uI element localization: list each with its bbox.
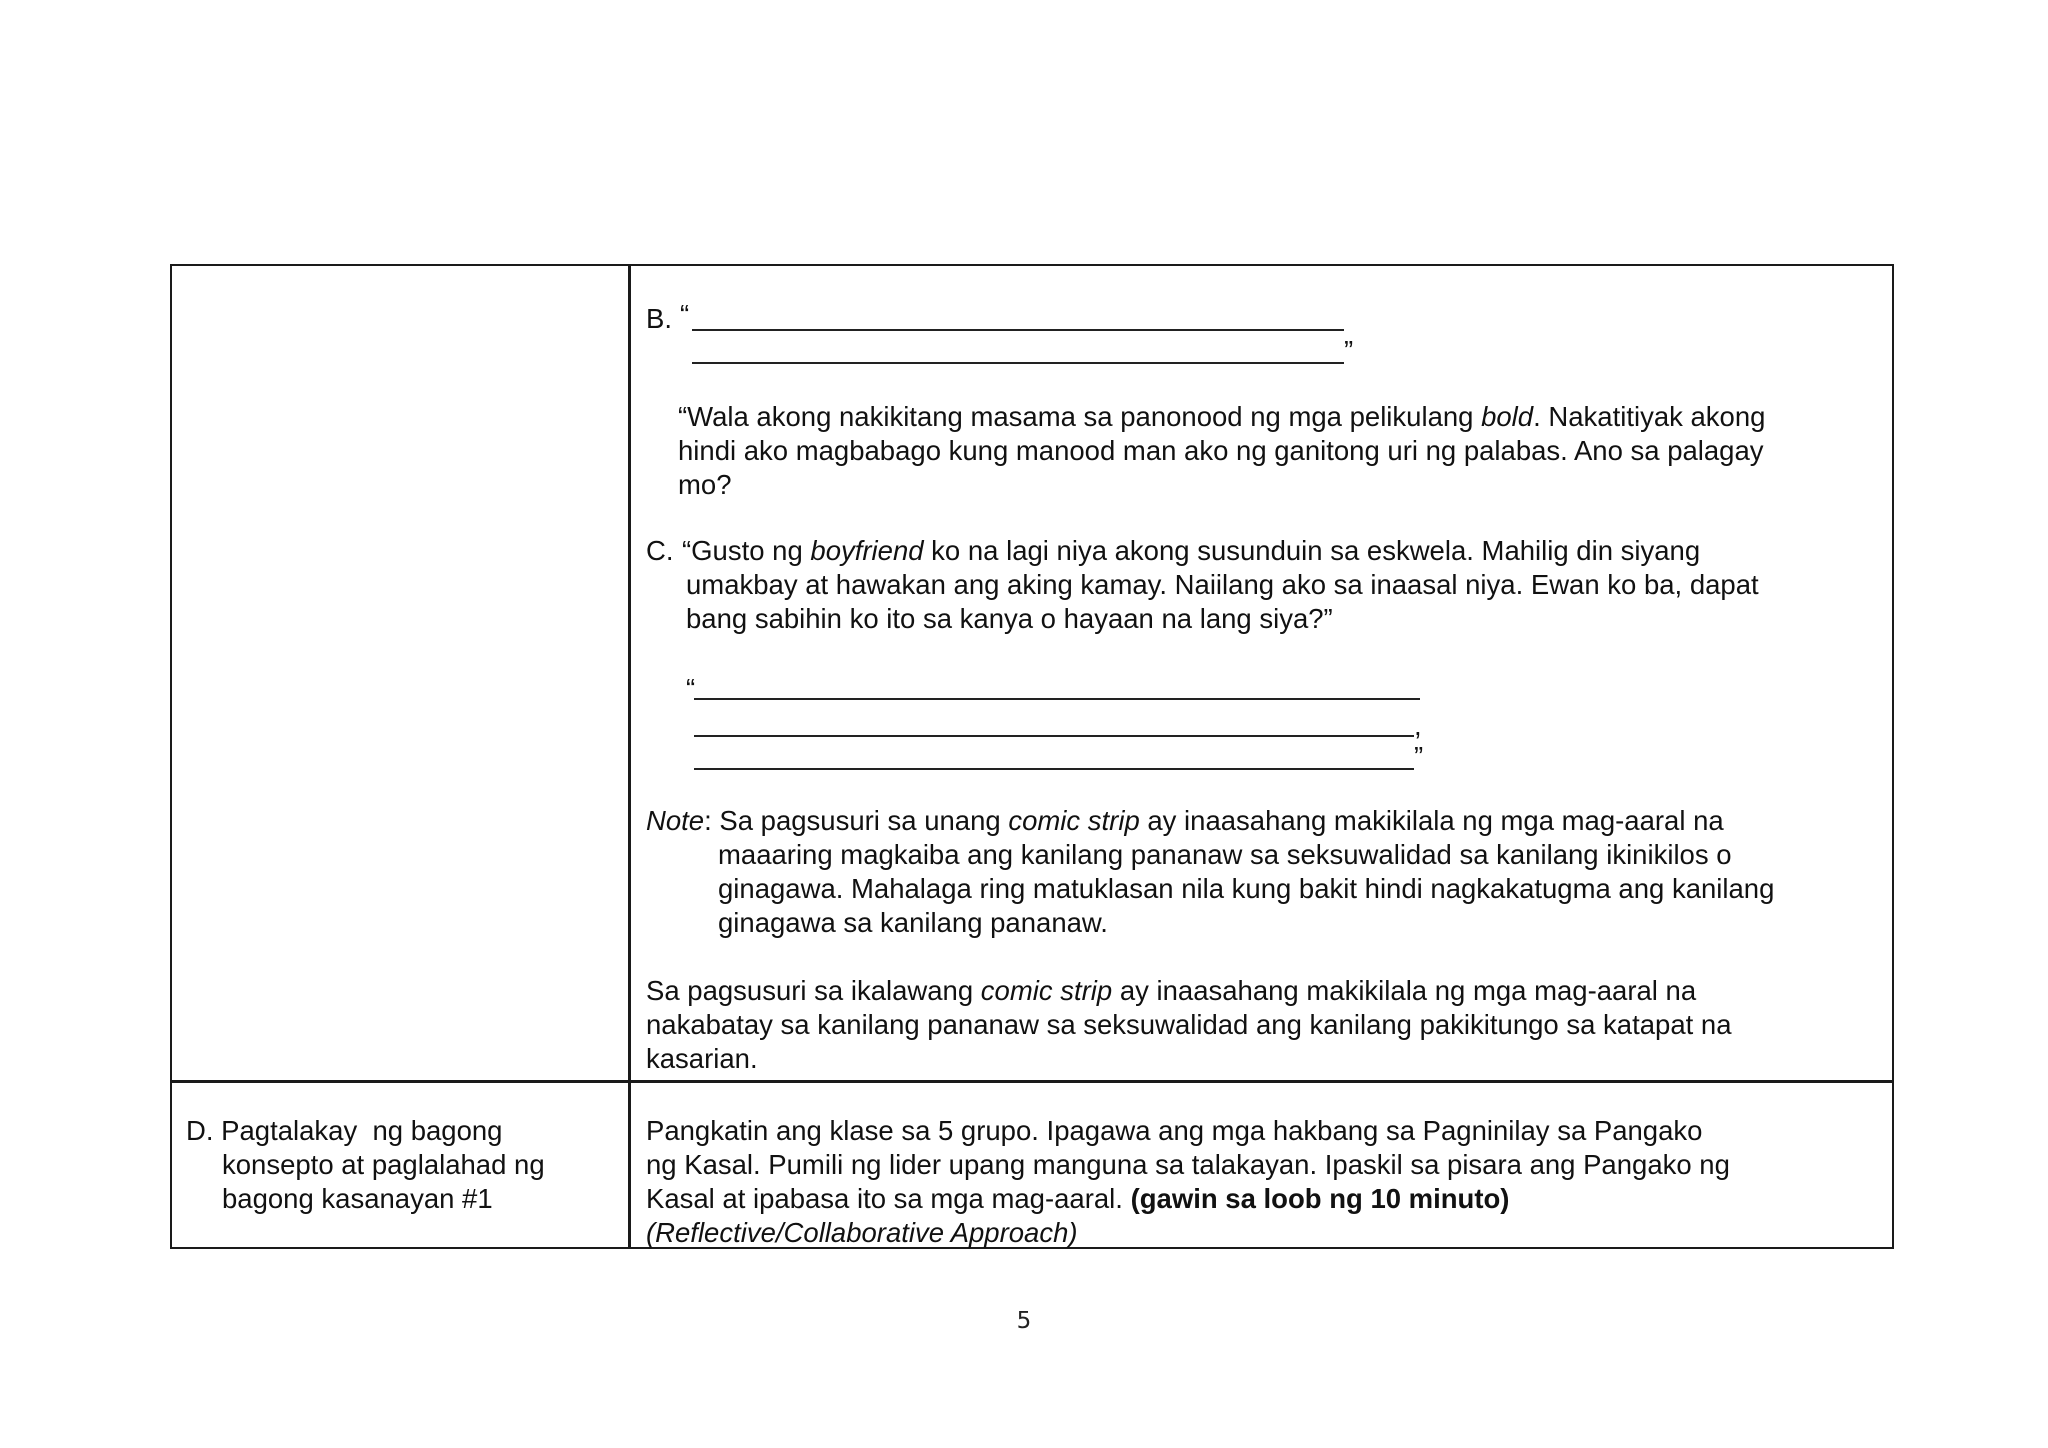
item-c-text-line: umakbay at hawakan ang aking kamay. Naiilang ako sa inaasal niya. Ewan ko ba, dapat (686, 569, 1759, 600)
item-b-prompt-line: mo? (678, 469, 732, 500)
time-allotment: (gawin sa loob ng 10 minuto) (1130, 1183, 1510, 1214)
instruction-line: Pangkatin ang klase sa 5 grupo. Ipagawa ang mga hakbang sa Pagninilay sa Pangako (646, 1115, 1703, 1146)
note-line: ginagawa sa kanilang pananaw. (718, 907, 1108, 938)
item-c-close-quote: ” (1414, 741, 1424, 772)
item-c-comma: , (1414, 710, 1422, 741)
instruction-line: Kasal at ipabasa ito sa mga mag-aaral. (gawin sa loob ng 10 minuto) (646, 1183, 1510, 1214)
answer-line (692, 329, 1344, 331)
item-c-text-line: “Gusto ng boyfriend ko na lagi niya akong susunduin sa eskwela. Mahilig din siyang (682, 535, 1701, 566)
item-c-label: C. (646, 535, 674, 566)
answer-line (694, 735, 1414, 737)
item-c-text-line: bang sabihin ko ito sa kanya o hayaan na lang siya?” (686, 603, 1333, 634)
item-b-close-quote: ” (1344, 335, 1354, 366)
column-divider (628, 266, 631, 1247)
page-number: 5 (1016, 1308, 1032, 1334)
row-label-line: D. Pagtalakay ng bagong (186, 1115, 503, 1146)
answer-line (694, 768, 1414, 770)
paragraph-line: Sa pagsusuri sa ikalawang comic strip ay inaasahang makikilala ng mga mag-aaral na (646, 975, 1697, 1006)
answer-line (692, 362, 1344, 364)
item-b-prompt-line: “Wala akong nakikitang masama sa panonood ng mga pelikulang bold. Nakatitiyak akong (678, 401, 1766, 432)
note-line: Note: Sa pagsusuri sa unang comic strip ay inaasahang makikilala ng mga mag-aaral na (646, 805, 1724, 836)
item-b-label: B. (646, 303, 672, 334)
item-b-open-quote: “ (680, 299, 690, 330)
paragraph-line: nakabatay sa kanilang pananaw sa seksuwalidad ang kanilang pakikitungo sa katapat na (646, 1009, 1732, 1040)
item-c-open-quote: “ (686, 673, 696, 704)
note-line: ginagawa. Mahalaga ring matuklasan nila kung bakit hindi nagkakatugma ang kanilang (718, 873, 1775, 904)
row-divider (172, 1080, 1892, 1083)
paragraph-line: kasarian. (646, 1043, 758, 1074)
note-line: maaaring magkaiba ang kanilang pananaw sa seksuwalidad sa kanilang ikinikilos o (718, 839, 1732, 870)
instruction-line: ng Kasal. Pumili ng lider upang manguna sa talakayan. Ipaskil sa pisara ang Pangako ng (646, 1149, 1730, 1180)
row-label-line: konsepto at paglalahad ng (222, 1149, 545, 1180)
answer-line (694, 698, 1420, 700)
lesson-table (170, 264, 1894, 1249)
row-label-line: bagong kasanayan #1 (222, 1183, 493, 1214)
item-b-prompt-line: hindi ako magbabago kung manood man ako ng ganitong uri ng palabas. Ano sa palagay (678, 435, 1764, 466)
approach-label: (Reflective/Collaborative Approach) (646, 1217, 1078, 1248)
